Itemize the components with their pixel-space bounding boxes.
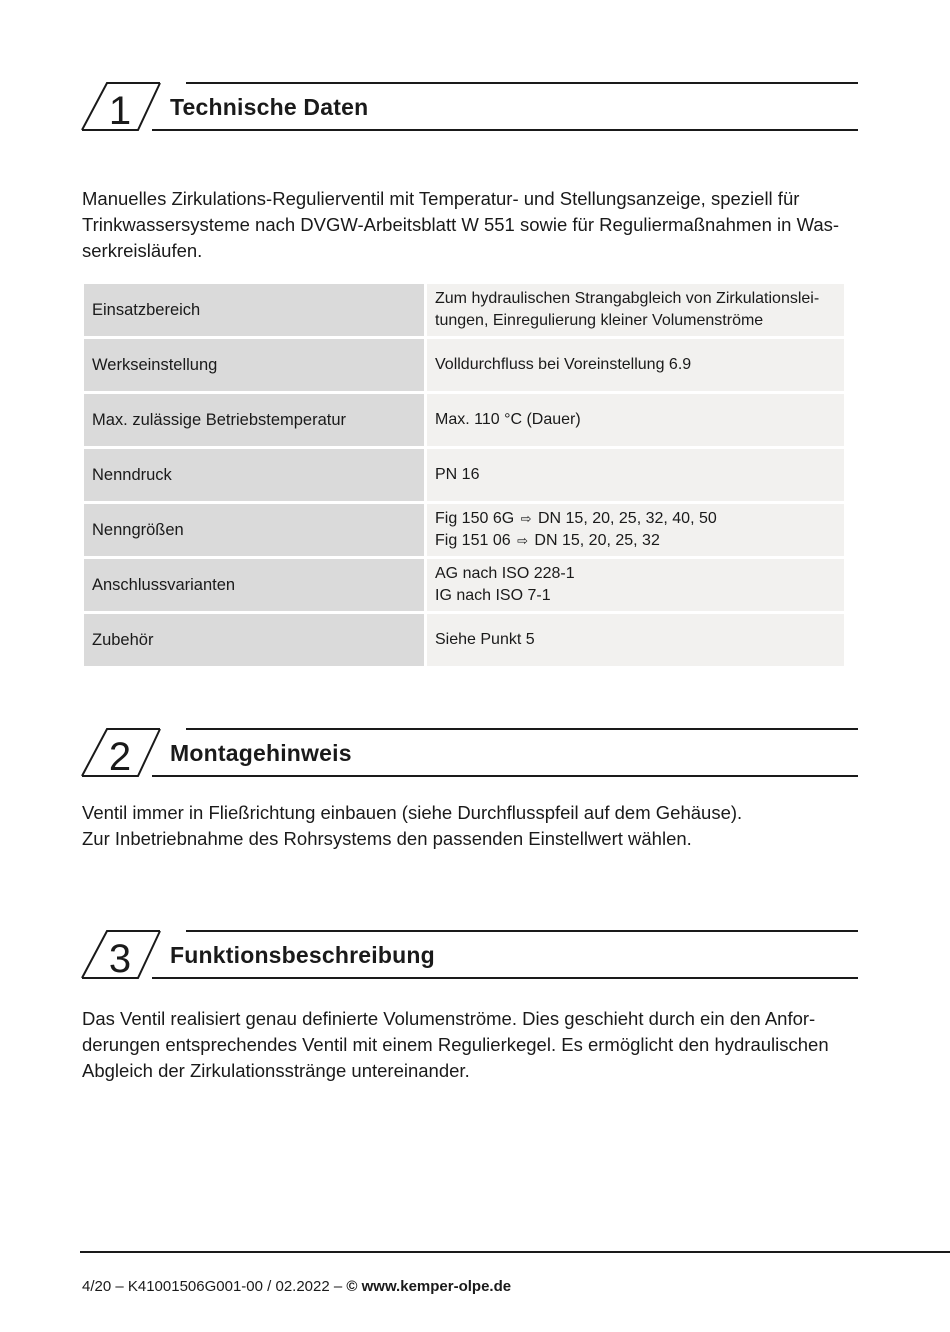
row-value: Fig 150 6G ⇨ DN 15, 20, 25, 32, 40, 50 Fig 151 06 ⇨ DN 15, 20, 25, 32 bbox=[426, 503, 845, 558]
table-row bbox=[84, 393, 844, 448]
funktion-line: derungen entsprechendes Ventil mit einem Regulierkegel. Es ermöglicht den hydraulischen bbox=[82, 1034, 829, 1055]
row-label: Werkseinstellung bbox=[84, 338, 426, 393]
section-3-header bbox=[80, 930, 858, 982]
page-footer bbox=[82, 1278, 511, 1295]
montage-line: Ventil immer in Fließrichtung einbauen (siehe Durchflusspfeil auf dem Gehäuse). bbox=[82, 802, 743, 823]
section-number-badge bbox=[80, 930, 162, 980]
header-top-rule bbox=[186, 82, 858, 84]
table-row bbox=[84, 558, 844, 613]
row-label: Anschlussvarianten bbox=[84, 558, 426, 613]
section-1-header bbox=[80, 82, 858, 134]
row-value: PN 16 bbox=[426, 448, 845, 503]
row-label: Max. zulässige Betriebstemperatur bbox=[84, 393, 426, 448]
row-label: Nenngrößen bbox=[84, 503, 426, 558]
technical-data-table bbox=[84, 284, 844, 669]
footer-website-link[interactable]: © www.kemper-olpe.de bbox=[346, 1278, 512, 1295]
header-top-rule bbox=[186, 930, 858, 932]
table-row bbox=[84, 284, 844, 338]
arrow-right-icon: ⇨ bbox=[520, 511, 532, 526]
section-2-header bbox=[80, 728, 858, 780]
table-row bbox=[84, 448, 844, 503]
intro-paragraph bbox=[82, 186, 842, 264]
header-bottom-rule bbox=[152, 977, 858, 979]
section-title: Technische Daten bbox=[170, 94, 369, 120]
intro-line: Trinkwassersysteme nach DVGW-Arbeitsblatt W 551 sowie für Reguliermaßnahmen in Was- bbox=[82, 214, 840, 235]
table-row bbox=[84, 613, 844, 668]
arrow-right-icon: ⇨ bbox=[517, 533, 528, 548]
header-bottom-rule bbox=[152, 775, 858, 777]
funktion-line: Das Ventil realisiert genau definierte Volumenströme. Dies geschieht durch ein den Anfor- bbox=[82, 1008, 816, 1029]
footer-rule bbox=[80, 1251, 950, 1253]
row-value: Volldurchfluss bei Voreinstellung 6.9 bbox=[426, 338, 845, 393]
header-bottom-rule bbox=[152, 129, 858, 131]
section-number: 1 bbox=[108, 89, 132, 132]
row-value: Zum hydraulischen Strangabgleich von Zirkulationslei- tungen, Einregulierung kleiner Volumenströme bbox=[426, 284, 845, 338]
section-title: Funktionsbeschreibung bbox=[170, 942, 435, 968]
row-label: Zubehör bbox=[84, 613, 426, 668]
section-title: Montagehinweis bbox=[170, 740, 352, 766]
row-label: Nenndruck bbox=[84, 448, 426, 503]
table-row bbox=[84, 338, 844, 393]
row-value: AG nach ISO 228-1 IG nach ISO 7-1 bbox=[426, 558, 845, 613]
table-row bbox=[84, 503, 844, 558]
section-number-badge bbox=[80, 728, 162, 778]
footer-doc-ref: 4/20 – K41001506G001-00 / 02.2022 – bbox=[82, 1278, 347, 1295]
montage-paragraph bbox=[82, 800, 842, 852]
funktion-paragraph bbox=[82, 1006, 842, 1084]
section-number: 3 bbox=[108, 937, 132, 980]
montage-line: Zur Inbetriebnahme des Rohrsystems den passenden Einstellwert wählen. bbox=[82, 828, 692, 849]
row-value: Siehe Punkt 5 bbox=[426, 613, 845, 668]
row-value: Max. 110 °C (Dauer) bbox=[426, 393, 845, 448]
intro-line: Manuelles Zirkulations-Regulierventil mit Temperatur- und Stellungsanzeige, speziell für bbox=[82, 188, 800, 209]
row-label: Einsatzbereich bbox=[84, 284, 426, 338]
section-number: 2 bbox=[108, 735, 132, 778]
section-number-badge bbox=[80, 82, 162, 132]
header-top-rule bbox=[186, 728, 858, 730]
funktion-line: Abgleich der Zirkulationsstränge untereinander. bbox=[82, 1060, 470, 1081]
intro-line: serkreisläufen. bbox=[82, 240, 203, 261]
